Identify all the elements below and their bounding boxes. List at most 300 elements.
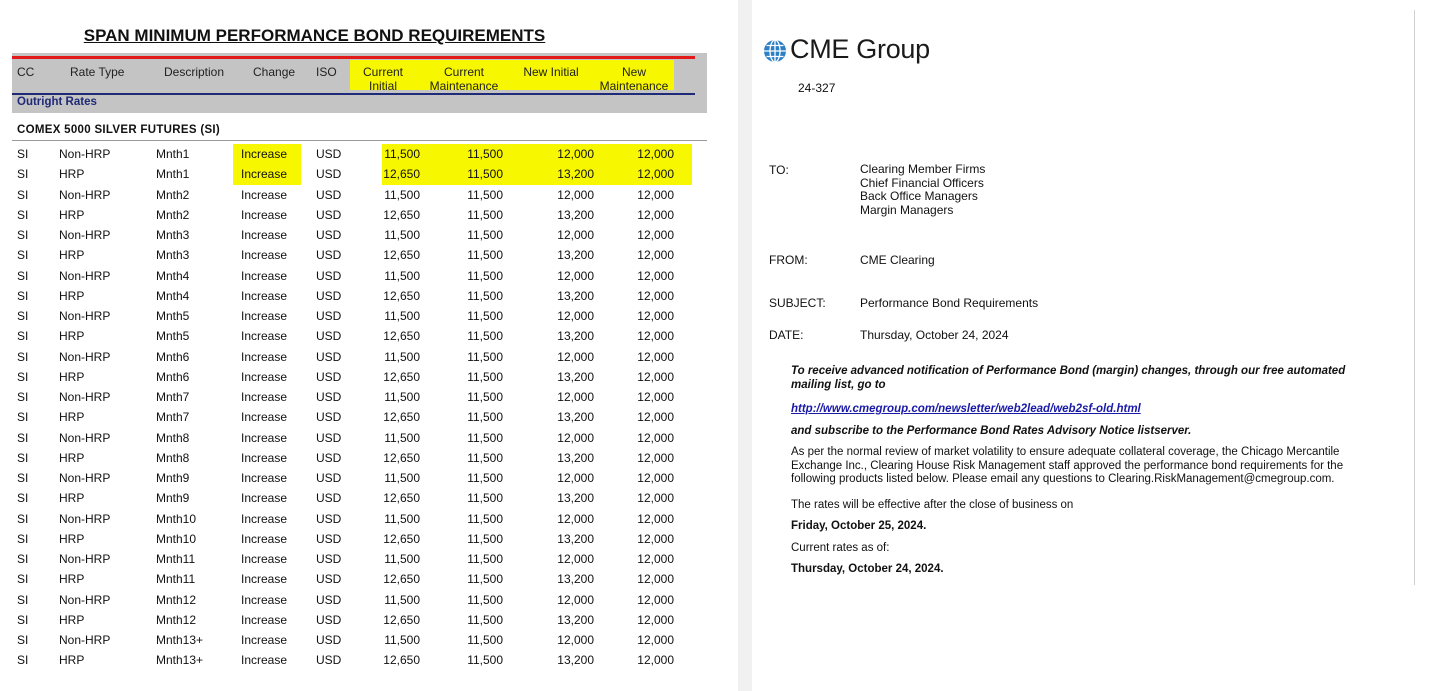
cell-new-initial: 12,000	[557, 187, 594, 202]
col-header-line: Maintenance	[599, 79, 669, 93]
notice-line-1: To receive advanced notification of Performance Bond (margin) changes, through our free automated	[791, 365, 1346, 377]
cell-new-initial: 12,000	[557, 228, 594, 242]
cell-description: Mnth9	[156, 471, 190, 485]
cell-new-maintenance: 12,000	[637, 450, 674, 465]
table-row	[0, 185, 738, 205]
cell-change: Increase	[241, 612, 288, 627]
cell-new-maintenance: 12,000	[637, 612, 674, 627]
col-header-line: Maintenance	[429, 79, 499, 93]
cell-current-initial: 12,650	[383, 612, 420, 627]
cell-current-maintenance: 11,500	[467, 288, 503, 303]
cell-change: Increase	[241, 552, 288, 566]
cell-cc: SI	[17, 147, 29, 161]
section-label-outright: Outright Rates	[17, 96, 97, 108]
date-value: Thursday, October 24, 2024	[860, 328, 1009, 342]
cell-current-maintenance: 11,500	[467, 572, 503, 587]
cell-new-maintenance: 12,000	[637, 147, 674, 161]
cell-description: Mnth8	[156, 430, 190, 445]
cell-iso: USD	[316, 349, 342, 364]
cell-iso: USD	[316, 612, 342, 627]
cell-new-maintenance: 12,000	[637, 187, 674, 202]
cell-current-initial: 12,650	[383, 207, 420, 222]
cell-description: Mnth1	[156, 147, 190, 161]
cell-current-maintenance: 11,500	[467, 167, 503, 182]
cell-iso: USD	[316, 633, 342, 647]
cell-description: Mnth10	[156, 511, 197, 526]
cell-iso: USD	[316, 268, 342, 283]
cell-current-initial: 11,500	[384, 268, 420, 283]
recipient: Back Office Managers	[860, 189, 978, 203]
cell-iso: USD	[316, 450, 342, 465]
cell-new-initial: 12,000	[557, 471, 594, 485]
cell-rate-type: HRP	[59, 248, 85, 263]
cell-iso: USD	[316, 329, 342, 344]
cell-current-initial: 12,650	[383, 653, 420, 668]
product-rule	[12, 140, 707, 141]
cell-iso: USD	[316, 592, 342, 607]
cell-new-initial: 13,200	[557, 653, 594, 668]
cell-rate-type: HRP	[59, 491, 85, 506]
current-text: Current rates as of:	[791, 542, 890, 554]
cell-cc: SI	[17, 491, 29, 506]
cell-current-initial: 11,500	[384, 430, 420, 445]
cell-cc: SI	[17, 410, 29, 425]
table-row	[0, 266, 738, 286]
cell-rate-type: Non-HRP	[59, 147, 111, 161]
cell-description: Mnth8	[156, 450, 190, 465]
cell-iso: USD	[316, 228, 342, 242]
cell-new-initial: 12,000	[557, 268, 594, 283]
cell-cc: SI	[17, 207, 29, 222]
cell-iso: USD	[316, 369, 342, 384]
cell-change: Increase	[241, 633, 288, 647]
cell-description: Mnth2	[156, 207, 190, 222]
cell-change: Increase	[241, 491, 288, 506]
cell-cc: SI	[17, 572, 29, 587]
cell-description: Mnth3	[156, 228, 190, 242]
cell-new-maintenance: 12,000	[637, 309, 674, 323]
newsletter-link[interactable]: http://www.cmegroup.com/newsletter/web2lead/web2sf-old.html	[791, 403, 1141, 415]
cell-description: Mnth11	[156, 572, 196, 587]
cell-change: Increase	[241, 288, 288, 303]
cell-new-initial: 13,200	[557, 612, 594, 627]
cell-cc: SI	[17, 228, 29, 242]
cell-current-initial: 12,650	[383, 288, 420, 303]
cell-description: Mnth9	[156, 491, 190, 506]
cell-change: Increase	[241, 653, 288, 668]
cell-rate-type: HRP	[59, 167, 85, 182]
cell-current-maintenance: 11,500	[467, 491, 503, 506]
from-value: CME Clearing	[860, 253, 935, 267]
table-row	[0, 225, 738, 245]
cell-iso: USD	[316, 147, 342, 161]
cell-new-initial: 13,200	[557, 572, 594, 587]
cell-new-maintenance: 12,000	[637, 430, 674, 445]
cell-iso: USD	[316, 552, 342, 566]
cell-current-initial: 12,650	[383, 491, 420, 506]
cell-iso: USD	[316, 410, 342, 425]
cell-new-maintenance: 12,000	[637, 288, 674, 303]
cell-current-maintenance: 11,500	[467, 349, 503, 364]
cell-iso: USD	[316, 572, 342, 587]
cell-new-maintenance: 12,000	[637, 471, 674, 485]
col-header-cc: CC	[17, 65, 35, 79]
cell-new-initial: 12,000	[557, 349, 594, 364]
cell-change: Increase	[241, 592, 288, 607]
cell-new-maintenance: 12,000	[637, 592, 674, 607]
cell-change: Increase	[241, 329, 288, 344]
cell-cc: SI	[17, 612, 29, 627]
table-title-text: SPAN MINIMUM PERFORMANCE BOND REQUIREMENTS	[83, 26, 546, 45]
cell-cc: SI	[17, 187, 29, 202]
cell-iso: USD	[316, 491, 342, 506]
cell-new-initial: 13,200	[557, 369, 594, 384]
table-row	[0, 610, 738, 630]
cell-rate-type: Non-HRP	[59, 268, 111, 283]
cell-current-initial: 12,650	[383, 572, 420, 587]
col-header-line: New	[621, 65, 646, 79]
table-title	[0, 26, 738, 46]
globe-icon	[763, 38, 787, 68]
cell-cc: SI	[17, 268, 29, 283]
cell-current-initial: 11,500	[384, 390, 420, 404]
subject-label: SUBJECT:	[769, 296, 826, 310]
col-header-line: New Initial	[523, 65, 579, 79]
col-header-current-initial	[353, 65, 413, 93]
table-row	[0, 448, 738, 468]
cell-change: Increase	[241, 187, 288, 202]
cell-cc: SI	[17, 552, 29, 566]
cell-new-maintenance: 12,000	[637, 410, 674, 425]
col-header-line: Current	[362, 65, 403, 79]
cell-current-maintenance: 11,500	[467, 268, 503, 283]
cell-description: Mnth1	[156, 167, 190, 182]
cell-change: Increase	[241, 531, 288, 546]
table-row	[0, 569, 738, 589]
cell-change: Increase	[241, 390, 288, 404]
col-header-change: Change	[253, 65, 296, 79]
current-date: Thursday, October 24, 2024.	[791, 563, 944, 575]
cell-cc: SI	[17, 471, 29, 485]
cell-cc: SI	[17, 390, 29, 404]
cell-current-maintenance: 11,500	[467, 309, 503, 323]
cell-new-initial: 13,200	[557, 450, 594, 465]
table-row	[0, 286, 738, 306]
cell-new-maintenance: 12,000	[637, 531, 674, 546]
cell-description: Mnth2	[156, 187, 190, 202]
cell-current-initial: 11,500	[384, 228, 420, 242]
cell-new-initial: 13,200	[557, 207, 594, 222]
cell-change: Increase	[241, 167, 288, 182]
col-header-new-maintenance	[595, 65, 673, 93]
cell-new-initial: 12,000	[557, 430, 594, 445]
header-red-rule	[12, 56, 695, 59]
cell-new-maintenance: 12,000	[637, 268, 674, 283]
recipient: Margin Managers	[860, 202, 954, 217]
from-label: FROM:	[769, 253, 808, 267]
cell-new-maintenance: 12,000	[637, 248, 674, 263]
table-row	[0, 387, 738, 407]
cell-current-initial: 11,500	[384, 349, 420, 364]
cell-current-maintenance: 11,500	[467, 592, 503, 607]
cell-rate-type: Non-HRP	[59, 187, 111, 202]
cell-rate-type: Non-HRP	[59, 228, 111, 242]
cell-current-initial: 11,500	[384, 187, 420, 202]
cell-new-initial: 13,200	[557, 329, 594, 344]
cell-new-maintenance: 12,000	[637, 491, 674, 506]
cell-iso: USD	[316, 248, 342, 263]
table-row	[0, 205, 738, 225]
cell-cc: SI	[17, 309, 29, 323]
cell-current-maintenance: 11,500	[467, 531, 503, 546]
cell-rate-type: HRP	[59, 450, 85, 465]
cell-rate-type: Non-HRP	[59, 471, 111, 485]
table-row	[0, 326, 738, 346]
cell-new-maintenance: 12,000	[637, 369, 674, 384]
panel-divider	[738, 0, 752, 691]
cell-iso: USD	[316, 167, 342, 182]
cell-description: Mnth11	[156, 552, 196, 566]
cell-new-initial: 12,000	[557, 511, 594, 526]
table-row	[0, 347, 738, 367]
cell-rate-type: Non-HRP	[59, 309, 111, 323]
cell-change: Increase	[241, 349, 288, 364]
table-row	[0, 144, 738, 164]
cell-new-initial: 13,200	[557, 410, 594, 425]
cell-current-maintenance: 11,500	[467, 612, 503, 627]
cell-rate-type: HRP	[59, 410, 85, 425]
cell-new-maintenance: 12,000	[637, 633, 674, 647]
cell-cc: SI	[17, 653, 29, 668]
table-row	[0, 428, 738, 448]
to-recipients	[860, 163, 985, 217]
cell-current-initial: 12,650	[383, 167, 420, 182]
cell-current-maintenance: 11,500	[467, 228, 503, 242]
cell-iso: USD	[316, 430, 342, 445]
cell-iso: USD	[316, 653, 342, 668]
subscribe-text: and subscribe to the Performance Bond Rates Advisory Notice listserver.	[791, 425, 1192, 437]
cell-change: Increase	[241, 450, 288, 465]
memo-panel	[752, 0, 1456, 691]
cell-change: Increase	[241, 309, 288, 323]
cell-new-maintenance: 12,000	[637, 511, 674, 526]
cell-cc: SI	[17, 329, 29, 344]
col-header-line: Current	[443, 65, 484, 79]
table-row	[0, 650, 738, 670]
product-title: COMEX 5000 SILVER FUTURES (SI)	[17, 124, 221, 136]
cell-description: Mnth7	[156, 390, 190, 404]
cell-rate-type: Non-HRP	[59, 511, 111, 526]
col-header-new-initial	[518, 65, 584, 79]
cell-new-initial: 12,000	[557, 633, 594, 647]
cell-description: Mnth10	[156, 531, 197, 546]
cell-change: Increase	[241, 572, 288, 587]
cell-description: Mnth6	[156, 369, 190, 384]
cell-current-maintenance: 11,500	[467, 390, 503, 404]
cell-rate-type: HRP	[59, 329, 85, 344]
cell-change: Increase	[241, 268, 288, 283]
col-header-current-maintenance	[425, 65, 503, 93]
cell-change: Increase	[241, 369, 288, 384]
cell-change: Increase	[241, 430, 288, 445]
cell-cc: SI	[17, 369, 29, 384]
cell-current-initial: 11,500	[384, 592, 420, 607]
recipient: Chief Financial Officers	[860, 175, 984, 190]
cell-new-maintenance: 12,000	[637, 552, 674, 566]
cell-current-initial: 12,650	[383, 248, 420, 263]
cell-rate-type: HRP	[59, 207, 85, 222]
cell-current-maintenance: 11,500	[467, 410, 503, 425]
cell-rate-type: Non-HRP	[59, 430, 111, 445]
cell-current-initial: 11,500	[384, 471, 420, 485]
cell-current-maintenance: 11,500	[467, 187, 503, 202]
cell-new-initial: 13,200	[557, 531, 594, 546]
cell-new-maintenance: 12,000	[637, 207, 674, 222]
cell-iso: USD	[316, 309, 342, 323]
cell-change: Increase	[241, 147, 288, 161]
cell-current-initial: 11,500	[384, 552, 420, 566]
date-label: DATE:	[769, 328, 804, 342]
table-row	[0, 529, 738, 549]
cell-current-maintenance: 11,500	[467, 633, 503, 647]
cell-new-initial: 12,000	[557, 147, 594, 161]
cell-new-maintenance: 12,000	[637, 349, 674, 364]
header-navy-rule	[12, 93, 695, 95]
table-row	[0, 164, 738, 184]
table-row	[0, 549, 738, 569]
cell-current-maintenance: 11,500	[467, 653, 503, 668]
cell-current-maintenance: 11,500	[467, 248, 503, 263]
cell-cc: SI	[17, 167, 29, 182]
cell-rate-type: Non-HRP	[59, 390, 111, 404]
cell-new-initial: 12,000	[557, 390, 594, 404]
recipient: Clearing Member Firms	[860, 162, 986, 176]
cell-rate-type: HRP	[59, 369, 85, 384]
logo-text: CME Group	[790, 34, 930, 64]
cell-cc: SI	[17, 511, 29, 526]
cell-change: Increase	[241, 511, 288, 526]
cell-iso: USD	[316, 207, 342, 222]
cell-rate-type: Non-HRP	[59, 552, 111, 566]
cell-cc: SI	[17, 633, 29, 647]
cell-iso: USD	[316, 471, 342, 485]
cell-current-initial: 12,650	[383, 450, 420, 465]
cell-iso: USD	[316, 187, 342, 202]
cell-cc: SI	[17, 531, 29, 546]
cell-rate-type: HRP	[59, 531, 85, 546]
cell-current-initial: 11,500	[384, 633, 420, 647]
cell-new-initial: 12,000	[557, 309, 594, 323]
cell-cc: SI	[17, 450, 29, 465]
cell-description: Mnth12	[156, 612, 197, 627]
col-header-line: Initial	[368, 79, 397, 93]
cell-new-initial: 13,200	[557, 167, 594, 182]
cell-new-initial: 12,000	[557, 592, 594, 607]
col-header-rate-type: Rate Type	[70, 65, 125, 79]
table-row	[0, 590, 738, 610]
cell-rate-type: HRP	[59, 288, 85, 303]
cell-current-maintenance: 11,500	[467, 147, 503, 161]
cell-current-maintenance: 11,500	[467, 369, 503, 384]
cell-rate-type: Non-HRP	[59, 633, 111, 647]
effective-text: The rates will be effective after the close of business on	[791, 499, 1074, 511]
table-row	[0, 367, 738, 387]
cell-current-initial: 12,650	[383, 531, 420, 546]
cell-description: Mnth13+	[156, 633, 204, 647]
cell-rate-type: HRP	[59, 572, 85, 587]
cell-iso: USD	[316, 511, 342, 526]
cell-new-maintenance: 12,000	[637, 329, 674, 344]
cell-new-maintenance: 12,000	[637, 228, 674, 242]
cell-new-initial: 13,200	[557, 288, 594, 303]
effective-date: Friday, October 25, 2024.	[791, 520, 927, 532]
cell-iso: USD	[316, 531, 342, 546]
cell-description: Mnth5	[156, 329, 190, 344]
col-header-iso: ISO	[316, 65, 337, 79]
notice-line-2: mailing list, go to	[791, 379, 886, 391]
cell-cc: SI	[17, 349, 29, 364]
cell-description: Mnth12	[156, 592, 197, 607]
cell-current-maintenance: 11,500	[467, 207, 503, 222]
cell-new-maintenance: 12,000	[637, 653, 674, 668]
cell-description: Mnth4	[156, 288, 190, 303]
cell-current-initial: 11,500	[384, 147, 420, 161]
memo-edge	[1414, 10, 1415, 585]
cell-current-initial: 12,650	[383, 410, 420, 425]
cell-current-maintenance: 11,500	[467, 552, 503, 566]
cell-current-maintenance: 11,500	[467, 430, 503, 445]
cell-current-maintenance: 11,500	[467, 471, 503, 485]
body-paragraph: As per the normal review of market volatility to ensure adequate collateral coverage, the Chicago Mercantile Exchange Inc., Clearing House Risk Management staff approved the performance bond requirements for the following products listed below. Please email any questions to Clearing.RiskManagement@cmegroup.com.	[791, 446, 1344, 485]
table-row	[0, 306, 738, 326]
to-label: TO:	[769, 163, 789, 177]
table-row	[0, 488, 738, 508]
cell-cc: SI	[17, 592, 29, 607]
cell-rate-type: HRP	[59, 653, 85, 668]
subject-value: Performance Bond Requirements	[860, 296, 1039, 310]
cell-cc: SI	[17, 248, 29, 263]
cell-current-maintenance: 11,500	[467, 450, 503, 465]
cell-current-initial: 11,500	[384, 511, 420, 526]
cell-rate-type: Non-HRP	[59, 592, 111, 607]
cell-current-maintenance: 11,500	[467, 329, 503, 344]
cell-description: Mnth13+	[156, 653, 204, 668]
cell-current-maintenance: 11,500	[467, 511, 503, 526]
cell-current-initial: 12,650	[383, 369, 420, 384]
table-row	[0, 245, 738, 265]
cell-cc: SI	[17, 288, 29, 303]
cell-change: Increase	[241, 228, 288, 242]
cell-cc: SI	[17, 430, 29, 445]
cell-change: Increase	[241, 410, 288, 425]
cell-rate-type: HRP	[59, 612, 85, 627]
table-row	[0, 407, 738, 427]
table-row	[0, 509, 738, 529]
cell-current-initial: 12,650	[383, 329, 420, 344]
cell-new-initial: 13,200	[557, 491, 594, 506]
cell-new-maintenance: 12,000	[637, 167, 674, 182]
cell-description: Mnth3	[156, 248, 190, 263]
cell-iso: USD	[316, 288, 342, 303]
cell-description: Mnth6	[156, 349, 190, 364]
cell-description: Mnth7	[156, 410, 190, 425]
cell-current-initial: 11,500	[384, 309, 420, 323]
table-row	[0, 468, 738, 488]
document-number: 24-327	[798, 81, 836, 95]
cell-rate-type: Non-HRP	[59, 349, 111, 364]
cell-change: Increase	[241, 471, 288, 485]
cell-new-maintenance: 12,000	[637, 572, 674, 587]
